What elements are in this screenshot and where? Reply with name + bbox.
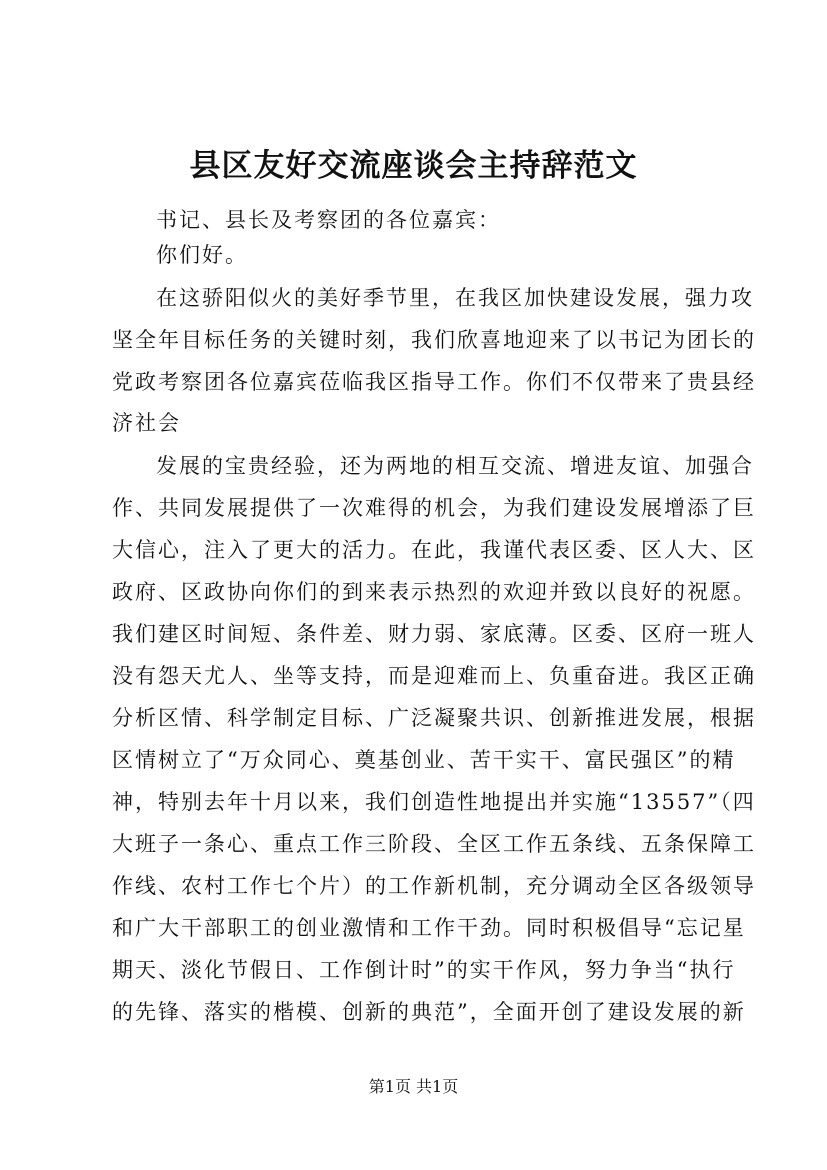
page-footer: 第1页 共1页 <box>368 1077 459 1096</box>
paragraph-line: 大班子一条心、重点工作三阶段、全区工作五条线、五条保障工 <box>112 832 756 856</box>
paragraph-line: 没有怨天尤人、坐等支持，而是迎难而上、负重奋进。我区正确 <box>112 664 756 688</box>
paragraph-line: 在这骄阳似火的美好季节里，在我区加快建设发展，强力攻 <box>156 286 754 310</box>
paragraph-line: 分析区情、科学制定目标、广泛凝聚共识、创新推进发展，根据 <box>112 706 756 730</box>
paragraph-line: 坚全年目标任务的关键时刻，我们欣喜地迎来了以书记为团长的 <box>112 328 756 352</box>
paragraph-line: 区情树立了“万众同心、奠基创业、苦干实干、富民强区”的精 <box>112 748 736 772</box>
paragraph-line: 作线、农村工作七个片）的工作新机制，充分调动全区各级领导 <box>112 874 756 898</box>
paragraph-line: 发展的宝贵经验，还为两地的相互交流、增进友谊、加强合 <box>156 454 754 478</box>
paragraph-line: 和广大干部职工的创业激情和工作干劲。同时积极倡导“忘记星 <box>112 916 746 940</box>
salutation-line: 书记、县长及考察团的各位嘉宾： <box>156 208 501 232</box>
paragraph-line: 党政考察团各位嘉宾莅临我区指导工作。你们不仅带来了贵县经 <box>112 370 756 394</box>
paragraph-line: 期天、淡化节假日、工作倒计时”的实干作风，努力争当“执行 <box>112 958 736 982</box>
paragraph-line: 政府、区政协向你们的到来表示热烈的欢迎并致以良好的祝愿。 <box>112 580 756 604</box>
paragraph-line: 我们建区时间短、条件差、财力弱、家底薄。区委、区府一班人 <box>112 622 756 646</box>
paragraph-line: 济社会 <box>112 411 181 435</box>
paragraph-line: 神，特别去年十月以来，我们创造性地提出并实施“13557”（四 <box>112 790 756 814</box>
document-title: 县区友好交流座谈会主持辞范文 <box>189 148 638 184</box>
paragraph-line: 的先锋、落实的楷模、创新的典范”，全面开创了建设发展的新 <box>112 1000 746 1024</box>
greeting-line: 你们好。 <box>156 243 248 267</box>
paragraph-line: 作、共同发展提供了一次难得的机会，为我们建设发展增添了巨 <box>112 496 756 520</box>
paragraph-line: 大信心，注入了更大的活力。在此，我谨代表区委、区人大、区 <box>112 538 756 562</box>
